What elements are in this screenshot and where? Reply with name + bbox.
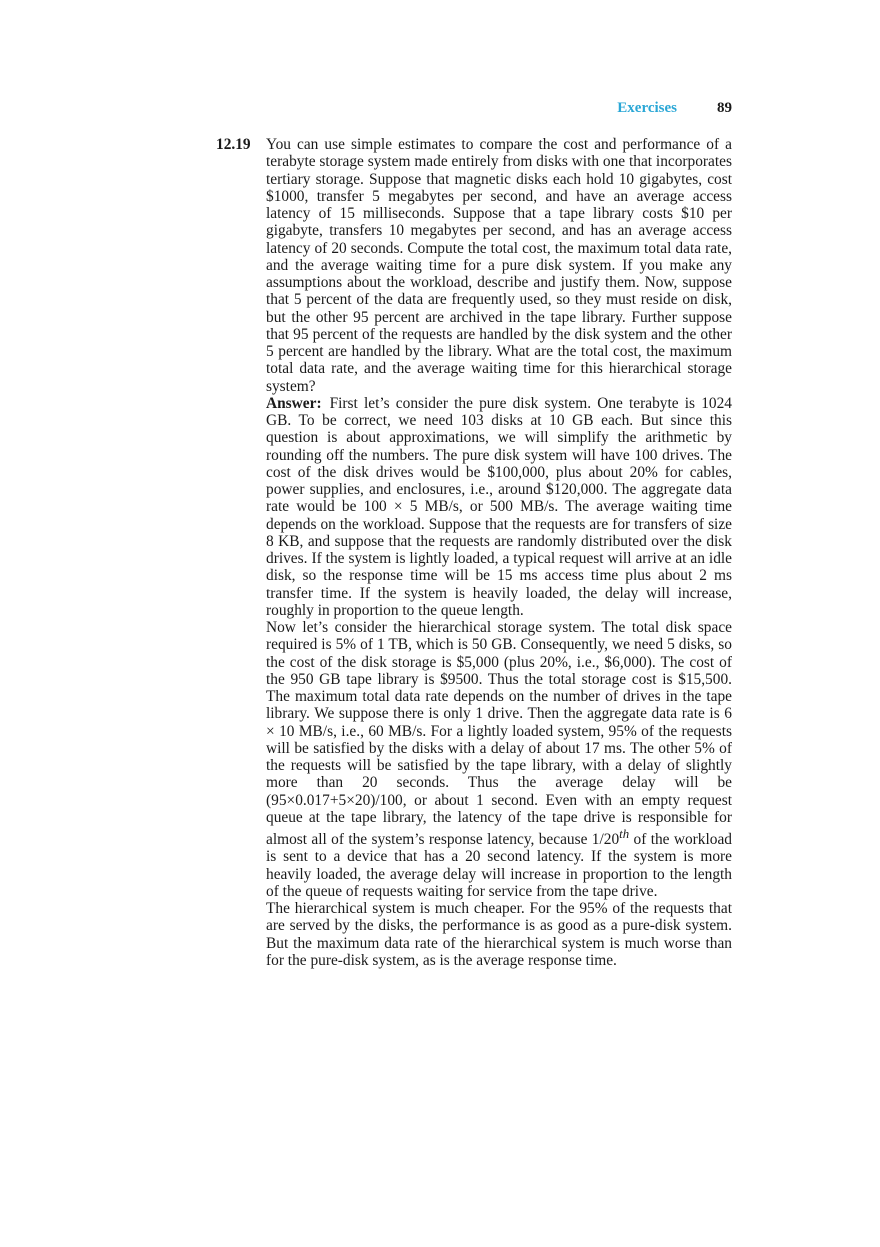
question-text: You can use simple estimates to compare the cost and performance of a terabyte storage system made entirely from disks with one that incorporates tertiary storage. Suppose that magnetic disks each hold 10 gigabytes, cost $1000, transfer 5 megabytes per second, and have an average access latency of 15 milliseconds. Suppose that a tape library costs $10 per gigabyte, transfers 10 megabytes per second, and has an average access latency of 20 seconds. Compute the total cost, the maximum total data rate, and the average waiting time for a pure disk system. If you make any assumptions about the workload, describe and justify them. Now, suppose that 5 percent of the data are frequently used, so they must reside on disk, but the other 95 percent are archived in the tape library. Further suppose that 95 percent of the requests are handled by the disk system and the other 5 percent are handled by the library. What are the total cost, the maximum total data rate, and the average waiting time for this hierarchical storage system? [266, 136, 732, 395]
answer-text-2-tail: of the workload is sent to a device that has a 20 second latency. If the system is more heavily loaded, the average delay will increase in proportion to the length of the queue of requests waiting for service from the tape drive. [266, 831, 732, 900]
exercise-body [266, 136, 732, 969]
answer-paragraph-1 [266, 395, 732, 619]
running-header [617, 100, 732, 120]
superscript-th: th [619, 827, 630, 841]
exercise-number: 12.19 [216, 136, 251, 153]
answer-paragraph-2 [266, 619, 732, 900]
answer-paragraph-3: The hierarchical system is much cheaper. For the 95% of the requests that are served by the disks, the performance is as good as a pure-disk system. But the maximum data rate of the hierarchical system is much worse than for the pure-disk system, as is the average response time. [266, 900, 732, 969]
exercise-block [216, 136, 732, 969]
answer-text-2: Now let’s consider the hierarchical storage system. The total disk space required is 5% of 1 TB, which is 50 GB. Consequently, we need 5 disks, so the cost of the disk storage is $5,000 (plus 20%, i.e., $6,000). The cost of the 950 GB tape library is $9500. Thus the total storage cost is $15,500. The maximum total data rate depends on the number of drives in the tape library. We suppose there is only 1 drive. Then the aggregate data rate is 6 × 10 MB/s, i.e., 60 MB/s. For a lightly loaded system, 95% of the requests will be satisfied by the disks with a delay of about 17 ms. The other 5% of the requests will be satisfied by the tape library, with a delay of slightly more than 20 seconds. Thus the average delay will be (95×0.017+5×20)/100, or about 1 second. Even with an empty request queue at the tape library, the latency of the tape drive is responsible for almost all of the system’s response latency, because 1/20 [266, 619, 732, 849]
page-number: 89 [717, 100, 732, 116]
answer-text-1: First let’s consider the pure disk system. One terabyte is 1024 GB. To be correct, we need 103 disks at 10 GB each. But since this question is about approximations, we will simplify the arithmetic by rounding off the numbers. The pure disk system will have 100 drives. The cost of the disk drives would be $100,000, plus about 20% for cables, power supplies, and enclosures, i.e., around $120,000. The aggregate data rate would be 100 × 5 MB/s, or 500 MB/s. The average waiting time depends on the workload. Suppose that the requests are for transfers of size 8 KB, and suppose that the requests are randomly distributed over the disk drives. If the system is lightly loaded, a typical request will arrive at an idle disk, so the response time will be 15 ms access time plus about 2 ms transfer time. If the system is heavily loaded, the delay will increase, roughly in proportion to the queue length. [266, 394, 732, 619]
answer-label: Answer: [266, 394, 322, 412]
section-title: Exercises [617, 100, 677, 116]
